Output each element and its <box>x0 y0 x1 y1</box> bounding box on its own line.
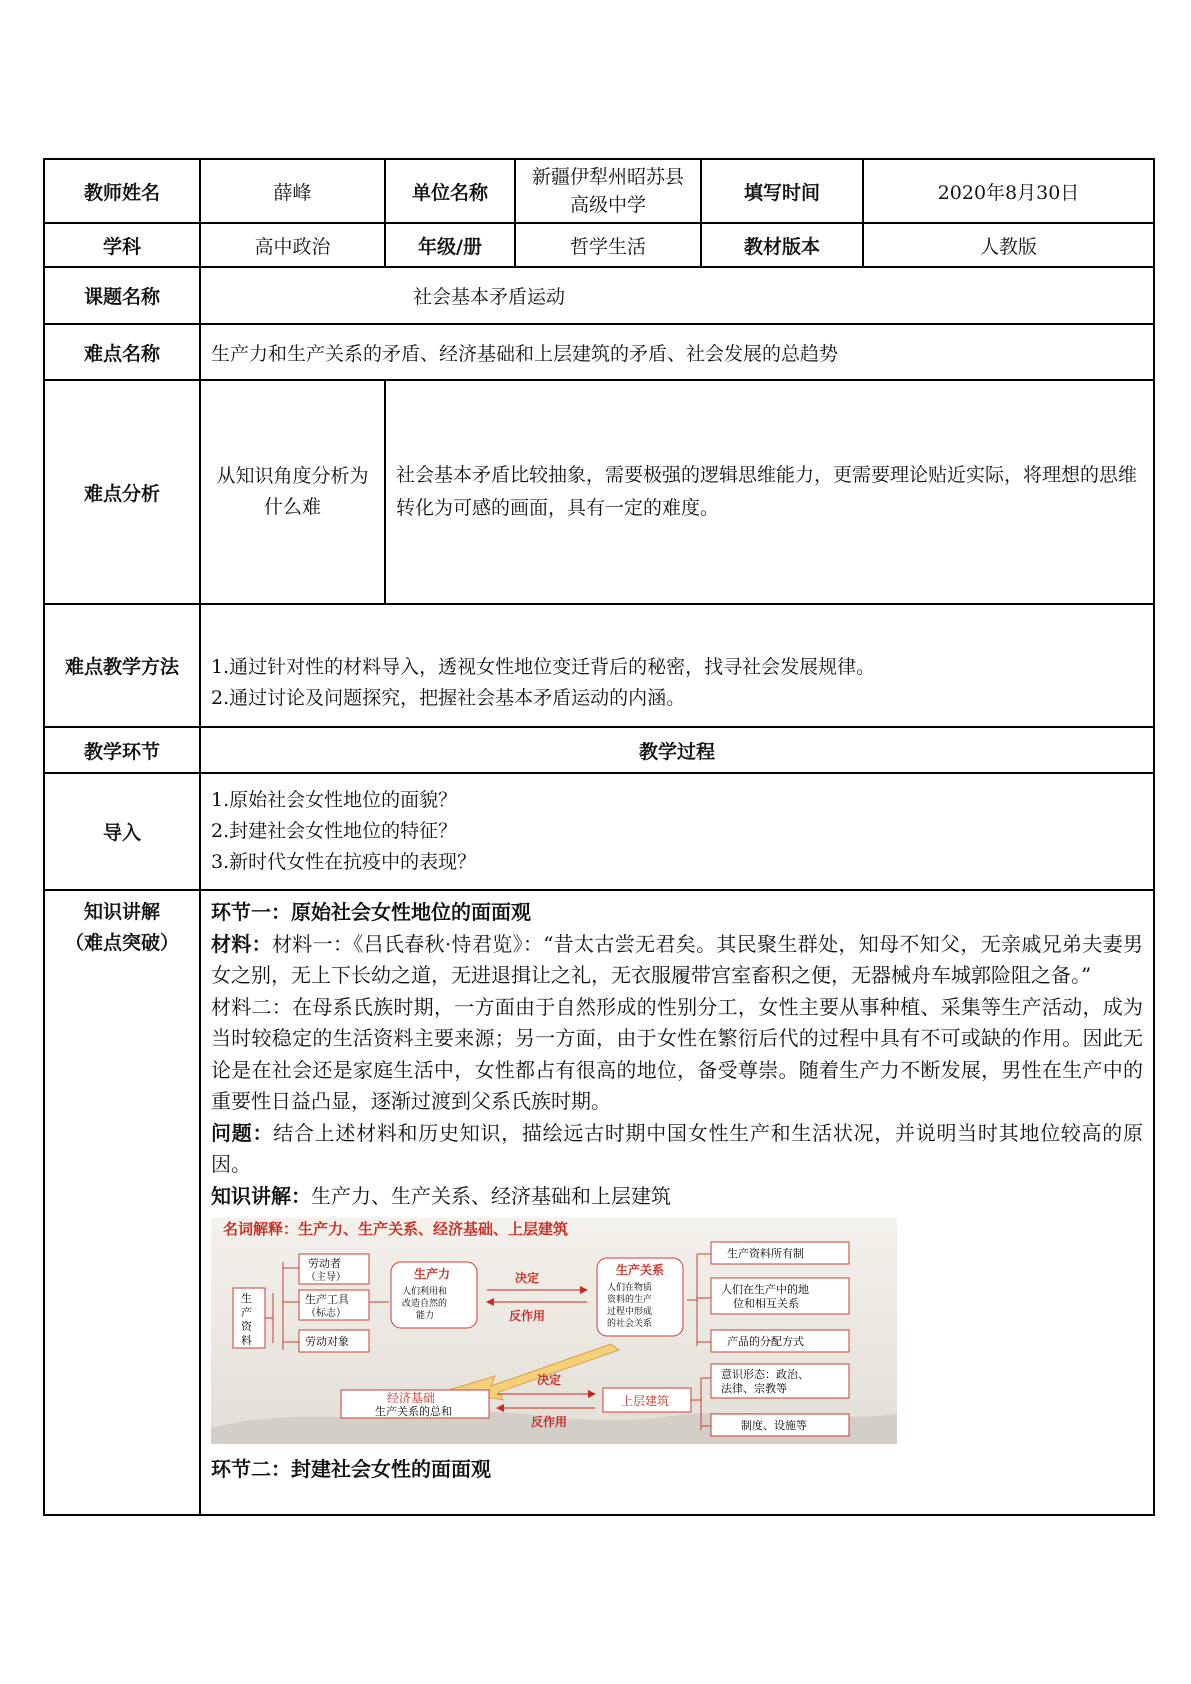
unit-label: 单位名称 <box>385 159 515 223</box>
relations-title: 生产关系 <box>616 1263 665 1277</box>
distribution-text: 产品的分配方式 <box>727 1335 804 1348</box>
react-label-bottom: 反作用 <box>531 1415 568 1429</box>
process-label: 教学过程 <box>200 727 1154 773</box>
intro-label: 导入 <box>44 773 200 890</box>
date-label: 填写时间 <box>701 159 863 223</box>
concept-diagram <box>211 1218 897 1444</box>
knowledge-label-line1: 知识讲解 <box>83 901 160 923</box>
explain-text: 生产力、生产关系、经济基础和上层建筑 <box>311 1183 671 1208</box>
institution-text: 制度、设施等 <box>741 1419 807 1432</box>
productivity-desc2: 改造自然的 <box>402 1299 448 1309</box>
analysis-row <box>44 380 1154 604</box>
laborer-text: 劳动者 <box>308 1257 341 1270</box>
info-row-2 <box>44 223 1154 267</box>
superstructure-text: 上层建筑 <box>621 1394 670 1408</box>
ownership-text: 生产资料所有制 <box>727 1247 804 1260</box>
question-text: 结合上述材料和历史知识，描绘远古时期中国女性生产和生活状况，并说明当时其地位较高的原因。 <box>211 1120 1144 1176</box>
productivity-title: 生产力 <box>414 1267 451 1281</box>
intro-list <box>200 773 1154 890</box>
difficulty-row <box>44 324 1154 380</box>
productivity-desc1: 人们利用和 <box>402 1287 448 1297</box>
material-label: 材料： <box>211 931 272 956</box>
object-text: 劳动对象 <box>305 1335 349 1348</box>
analysis-label: 难点分析 <box>44 380 200 604</box>
method-list <box>200 604 1154 727</box>
means-char-3: 资 <box>241 1320 252 1333</box>
productivity-desc3: 能力 <box>416 1311 435 1321</box>
subject-label: 学科 <box>44 223 200 267</box>
decide-label-top: 决定 <box>515 1271 540 1285</box>
means-char-1: 生 <box>241 1292 252 1305</box>
intro-item: 2.封建社会女性地位的特征？ <box>211 820 458 842</box>
method-label: 难点教学方法 <box>44 604 200 727</box>
material2-text: 材料二：在母系氏族时期，一方面由于自然形成的性别分工，女性主要从事种植、采集等生产活动，成为当时较稳定的生活资料主要来源；另一方面，由于女性在繁衍后代的过程中具有不可或缺的作用。因此无论是在社会还是家庭生活中，女性都占有很高的地位，备受尊崇。随着生产力不断发展，男性在生产中的重要性日益凸显，逐渐过渡到父系氏族时期。 <box>211 994 1143 1113</box>
method-item: 2.通过讨论及问题探究，把握社会基本矛盾运动的内涵。 <box>211 686 686 709</box>
material1-text: 材料一：《吕氏春秋·恃君览》：“昔太古尝无君矣。其民聚生群处，知母不知父，无亲戚兄弟夫妻男女之别，无上下长幼之道，无进退揖让之礼，无衣服履带宫室畜积之便，无器械舟车城郭险阻之备。” <box>211 931 1143 987</box>
base-title: 经济基础 <box>387 1391 436 1405</box>
method-row <box>44 604 1154 727</box>
teacher-label: 教师姓名 <box>44 159 200 223</box>
method-item: 1.通过针对性的材料导入，透视女性地位变迁背后的秘密，找寻社会发展规律。 <box>211 655 876 678</box>
section2-title: 环节二：封建社会女性的面面观 <box>211 1457 491 1481</box>
analysis-value: 社会基本矛盾比较抽象，需要极强的逻辑思维能力，更需要理论贴近实际，将理想的思维转化为可感的画面，具有一定的难度。 <box>385 380 1154 604</box>
grade-label: 年级/册 <box>385 223 515 267</box>
topic-value: 社会基本矛盾运动 <box>200 267 1154 324</box>
edition-label: 教材版本 <box>701 223 863 267</box>
relations-desc1: 人们在物质 <box>607 1283 653 1293</box>
react-label-top: 反作用 <box>509 1309 546 1323</box>
tool-text: 生产工具 <box>305 1293 349 1306</box>
means-char-4: 料 <box>241 1334 252 1347</box>
question-block <box>211 1118 1143 1181</box>
material-block <box>211 929 1143 992</box>
relations-desc2: 资料的生产 <box>607 1295 653 1305</box>
relations-desc4: 的社会关系 <box>607 1319 653 1329</box>
laborer-sub: （主导） <box>306 1272 346 1283</box>
lesson-plan-table <box>43 158 1155 1516</box>
intro-item: 1.原始社会女性地位的面貌？ <box>211 789 458 811</box>
ideology-text1: 意识形态：政治、 <box>721 1368 809 1381</box>
knowledge-label-line2: （难点突破） <box>64 932 179 954</box>
explain-label: 知识讲解： <box>211 1183 311 1208</box>
process-stage-label: 教学环节 <box>44 727 200 773</box>
subject: 高中政治 <box>200 223 385 267</box>
diagram-title: 名词解释：生产力、生产关系、经济基础、上层建筑 <box>223 1220 569 1238</box>
info-row-1 <box>44 159 1154 223</box>
knowledge-row <box>44 890 1154 1515</box>
topic-label: 课题名称 <box>44 267 200 324</box>
knowledge-label <box>44 890 200 1515</box>
position-text2: 位和相互关系 <box>733 1297 799 1310</box>
relations-desc3: 过程中形成 <box>607 1307 653 1317</box>
topic-row <box>44 267 1154 324</box>
tool-sub: （标志） <box>306 1308 346 1319</box>
section1-title: 环节一：原始社会女性地位的面面观 <box>211 900 531 924</box>
unit-name: 新疆伊犁州昭苏县高级中学 <box>515 159 701 223</box>
means-char-2: 产 <box>241 1306 252 1319</box>
analysis-sub-label: 从知识角度分析为什么难 <box>200 380 385 604</box>
grade: 哲学生活 <box>515 223 701 267</box>
decide-label-bottom: 决定 <box>537 1373 562 1387</box>
edition: 人教版 <box>863 223 1154 267</box>
base-sub: 生产关系的总和 <box>375 1405 452 1418</box>
position-text1: 人们在生产中的地 <box>721 1283 809 1296</box>
knowledge-content <box>200 890 1154 1515</box>
intro-item: 3.新时代女性在抗疫中的表现？ <box>211 851 477 873</box>
explain-block <box>211 1181 1143 1213</box>
difficulty-label: 难点名称 <box>44 324 200 380</box>
intro-row <box>44 773 1154 890</box>
question-label: 问题： <box>211 1120 274 1145</box>
ideology-text2: 法律、宗教等 <box>721 1382 787 1395</box>
process-header-row <box>44 727 1154 773</box>
fill-date: 2020年8月30日 <box>863 159 1154 223</box>
teacher-name: 薛峰 <box>200 159 385 223</box>
difficulty-value: 生产力和生产关系的矛盾、经济基础和上层建筑的矛盾、社会发展的总趋势 <box>200 324 1154 380</box>
